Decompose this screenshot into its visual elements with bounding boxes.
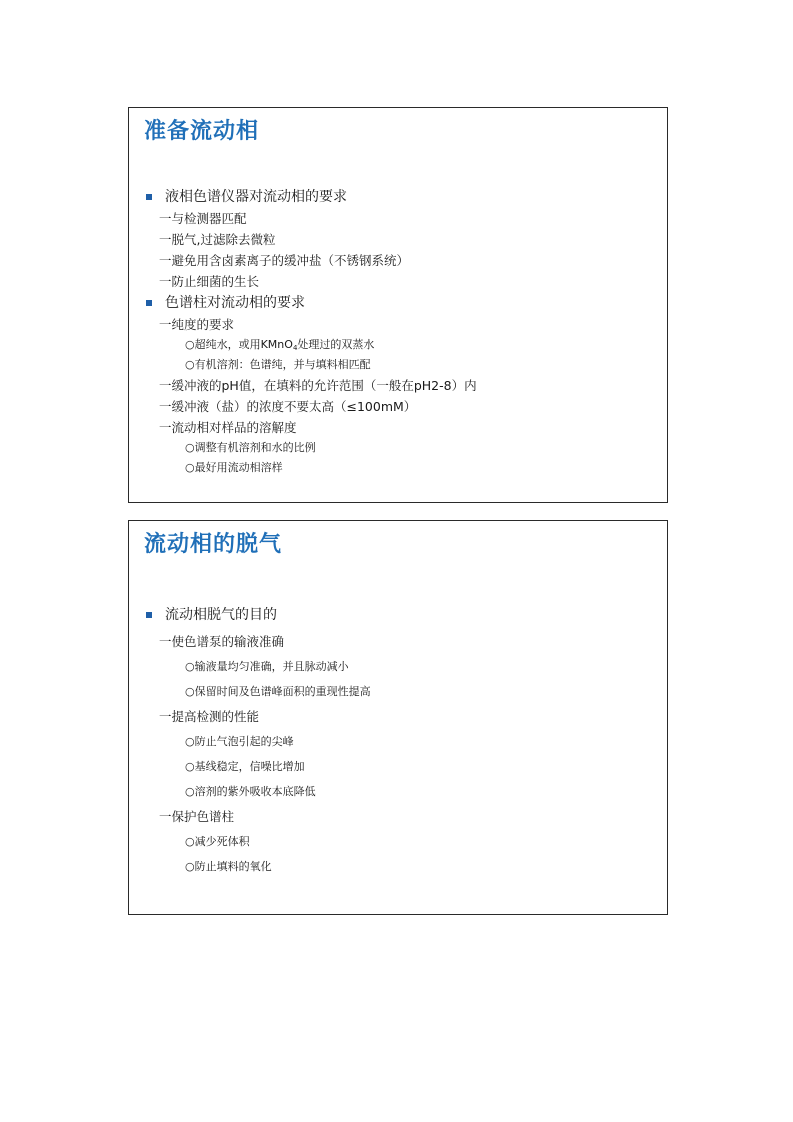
slide-prepare-mobile-phase [128,107,668,503]
sub-sub-item: ○最好用流动相溶样 [185,461,283,474]
sub-item: 一防止细菌的生长 [159,274,260,289]
sub-item: 一保护色谱柱 [159,809,235,824]
sub-sub-item: ○输液量均匀准确，并且脉动减小 [185,660,349,673]
item-text: 处理过的双蒸水 [297,338,375,351]
sub-item: 一与检测器匹配 [159,211,247,226]
sub-item-salt: 一缓冲液（盐）的浓度不要太高（≤100mM） [159,399,417,414]
sub-item: 一避免用含卤素离子的缓冲盐（不锈钢系统） [159,253,410,268]
bullet-degassing-purpose [145,601,657,629]
sub-item: 一使色谱泵的输液准确 [159,634,285,649]
sub-sub-item: ○溶剂的紫外吸收本底降低 [185,785,316,798]
sub-sub-item [145,335,657,355]
bullet-text: 液相色谱仪器对流动相的要求 [165,189,347,205]
sub-sub-item: ○防止气泡引起的尖峰 [185,735,294,748]
slide-body [145,601,657,879]
sub-item: 一提高检测的性能 [159,709,260,724]
sub-sub-item: ○调整有机溶剂和水的比例 [185,441,316,454]
sub-sub-item: ○保留时间及色谱峰面积的重现性提高 [185,685,371,698]
square-bullet-icon [146,612,152,618]
bullet-instrument-requirements [145,186,657,208]
bullet-text: 色谱柱对流动相的要求 [165,295,305,311]
sub-item-ph: 一缓冲液的pH值，在填料的允许范围（一般在pH2-8）内 [159,378,477,393]
sub-item-solubility: 一流动相对样品的溶解度 [159,420,297,435]
slide-title: 流动相的脱气 [144,532,283,557]
sub-sub-item: ○基线稳定，信噪比增加 [185,760,305,773]
square-bullet-icon [146,300,152,306]
sub-item: 一脱气,过滤除去微粒 [159,232,276,247]
square-bullet-icon [146,194,152,200]
sub-item-purity: 一纯度的要求 [159,317,235,332]
bullet-column-requirements [145,292,657,314]
sub-sub-item: ○有机溶剂：色谱纯，并与填料相匹配 [185,358,371,371]
subscript: 4 [292,344,298,352]
slide-title: 准备流动相 [144,119,260,144]
sub-sub-item: ○防止填料的氧化 [185,860,272,873]
bullet-text: 流动相脱气的目的 [165,607,277,623]
sub-sub-item: ○减少死体积 [185,835,250,848]
slide-body [145,186,657,478]
item-text: ○超纯水，或用KMnO [185,338,293,351]
slide-degassing [128,520,668,915]
